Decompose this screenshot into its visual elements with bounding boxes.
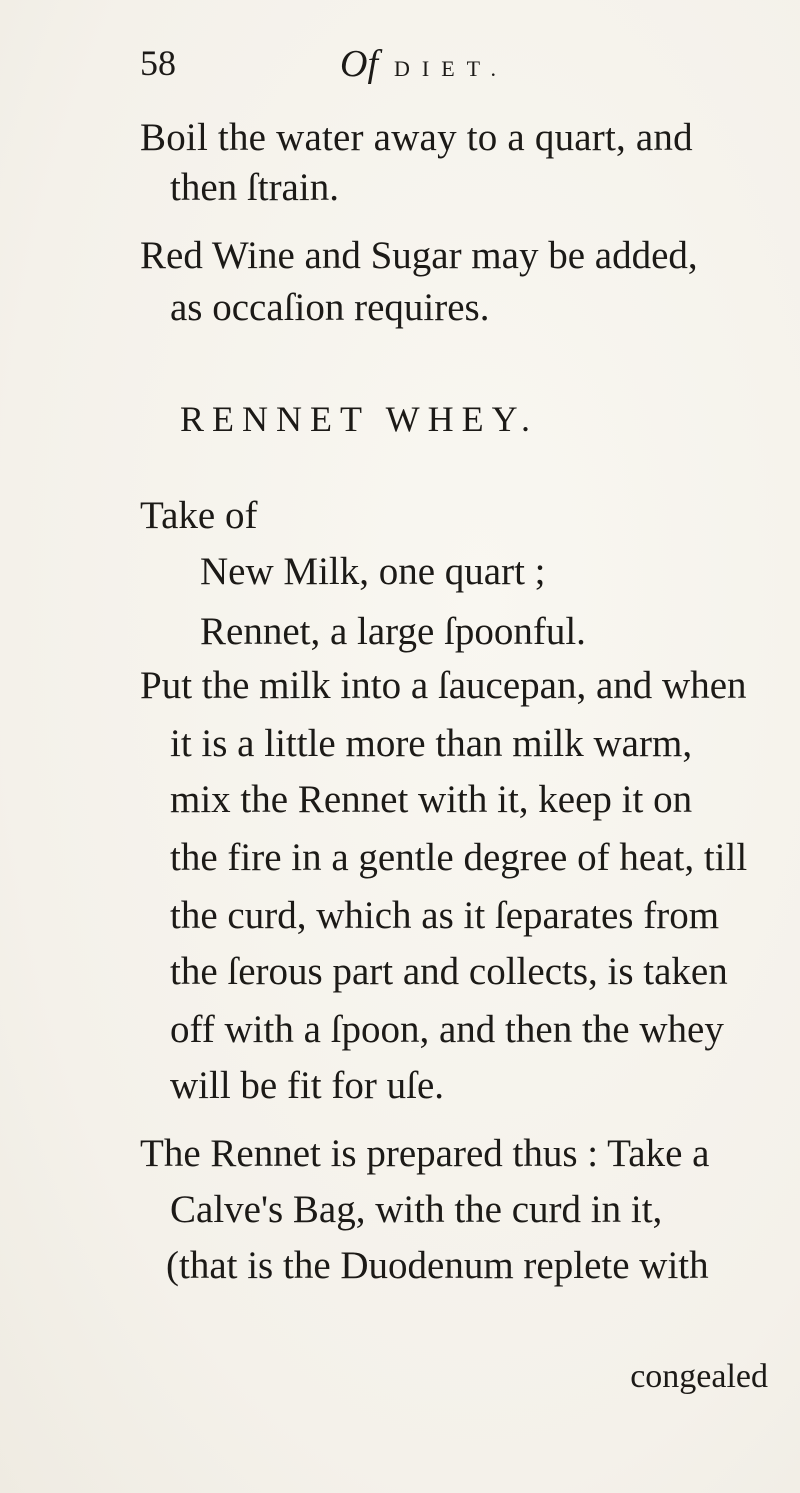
text-line: mix the Rennet with it, keep it on (170, 778, 693, 821)
text-line: the ſerous part and collects, is taken (170, 950, 728, 993)
text-line: Boil the water away to a quart, and (140, 116, 693, 159)
text-line: Calve's Bag, with the curd in it, (170, 1188, 663, 1231)
running-head-title: DIET. (394, 56, 508, 81)
recipe-intro: Take of (140, 494, 258, 537)
text-line: the fire in a gentle degree of heat, till (170, 836, 748, 879)
text-line: Put the milk into a ſaucepan, and when (140, 664, 747, 707)
text-line: The Rennet is prepared thus : Take a (140, 1132, 710, 1175)
ingredient-line: New Milk, one quart ; (200, 550, 546, 593)
catchword: congealed (630, 1358, 768, 1395)
text-line: off with a ſpoon, and then the whey (170, 1008, 724, 1051)
text-line: (that is the Duodenum replete with (166, 1244, 709, 1287)
page-number: 58 (140, 43, 176, 83)
text-line: Red Wine and Sugar may be added, (140, 234, 698, 277)
page-header (140, 42, 660, 102)
text-line: will be fit for uſe. (170, 1064, 445, 1107)
section-heading: RENNET WHEY. (180, 399, 539, 439)
ingredient-line: Rennet, a large ſpoonful. (200, 610, 586, 653)
running-head-of: Of (340, 43, 378, 85)
text-line: as occaſion requires. (170, 286, 490, 329)
text-line: then ſtrain. (170, 166, 339, 209)
running-head (340, 42, 508, 86)
text-line: the curd, which as it ſeparates from (170, 894, 720, 937)
text-line: it is a little more than milk warm, (170, 722, 693, 765)
